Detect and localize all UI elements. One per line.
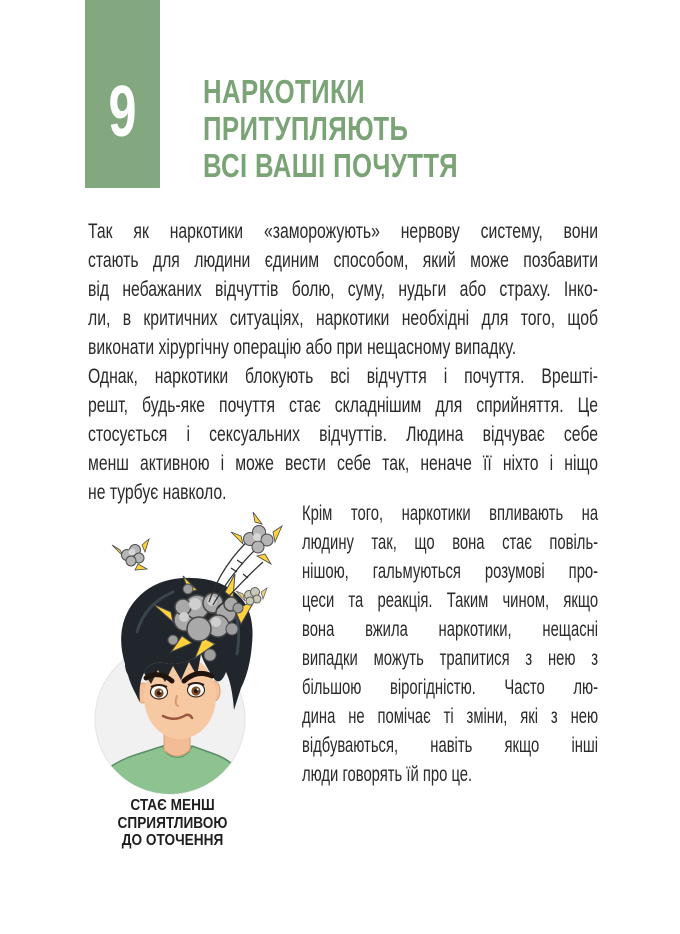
chapter-number-badge	[85, 0, 160, 188]
title-line: НАРКОТИКИ	[203, 73, 366, 110]
caption-line: СПРИЯТЛИВОЮ	[117, 814, 228, 832]
text-line: люди говорять їй про це.	[302, 763, 473, 786]
text-line: випадки можуть трапитися з нею з	[302, 647, 599, 670]
left-eye	[151, 685, 168, 699]
text-line: дина не помічає ті зміни, які з нею	[302, 705, 599, 728]
text-line: нішою, гальмуються розумові про-	[302, 560, 599, 583]
text-line: Так як наркотики «заморожують» нервову систему, вони	[88, 220, 598, 243]
text-line: від небажаних відчуттів болю, суму, нудьги або страху. Інко-	[88, 278, 598, 301]
illustration-boy-exploding-head	[85, 512, 300, 797]
text-line: стають для людини єдиним способом, який може позбавити	[88, 249, 598, 272]
page-title	[203, 73, 458, 184]
text-line: менш активною і може вести себе так, неначе її ніхто і ніщо	[88, 452, 598, 475]
caption-line: СТАЄ МЕНШ	[130, 797, 215, 814]
text-line: людину так, що вона стає повіль-	[302, 531, 599, 554]
text-line: відбуваються, навіть якщо інші	[302, 734, 599, 757]
paragraph-1	[88, 217, 598, 362]
text-line: Крім того, наркотики впливають на	[302, 502, 599, 525]
paragraph-2	[88, 362, 598, 507]
title-line: ВСІ ВАШІ ПОЧУТТЯ	[203, 147, 459, 184]
text-line: решт, будь-яке почуття стає складнішим для сприйняття. Це	[88, 394, 598, 417]
debris-rock-top-right	[231, 512, 282, 564]
text-line: більшою вірогідністю. Часто лю-	[302, 676, 599, 699]
text-line: ли, в критичних ситуаціях, наркотики необхідні для того, щоб	[88, 307, 598, 330]
text-line: стосується і сексуальних відчуттів. Людина відчуває себе	[88, 423, 598, 446]
figure-caption	[96, 797, 250, 850]
chapter-number: 9	[108, 72, 137, 152]
text-line: цеси та реакція. Таким чином, якщо	[302, 589, 599, 612]
text-line: виконати хірургічну операцію або при нещасному випадку.	[88, 336, 517, 359]
boy-illustration-svg	[85, 512, 300, 797]
paragraph-3	[302, 499, 598, 789]
right-eye	[188, 683, 205, 697]
text-line: Однак, наркотики блокують всі відчуття і почуття. Врешті-	[88, 365, 598, 388]
text-line: не турбує навколо.	[88, 481, 227, 504]
caption-line: ДО ОТОЧЕННЯ	[121, 832, 224, 849]
debris-rock-top-left	[112, 539, 149, 570]
title-line: ПРИТУПЛЯЮТЬ	[203, 110, 409, 147]
text-line: вона вжила наркотики, нещасні	[302, 618, 599, 641]
